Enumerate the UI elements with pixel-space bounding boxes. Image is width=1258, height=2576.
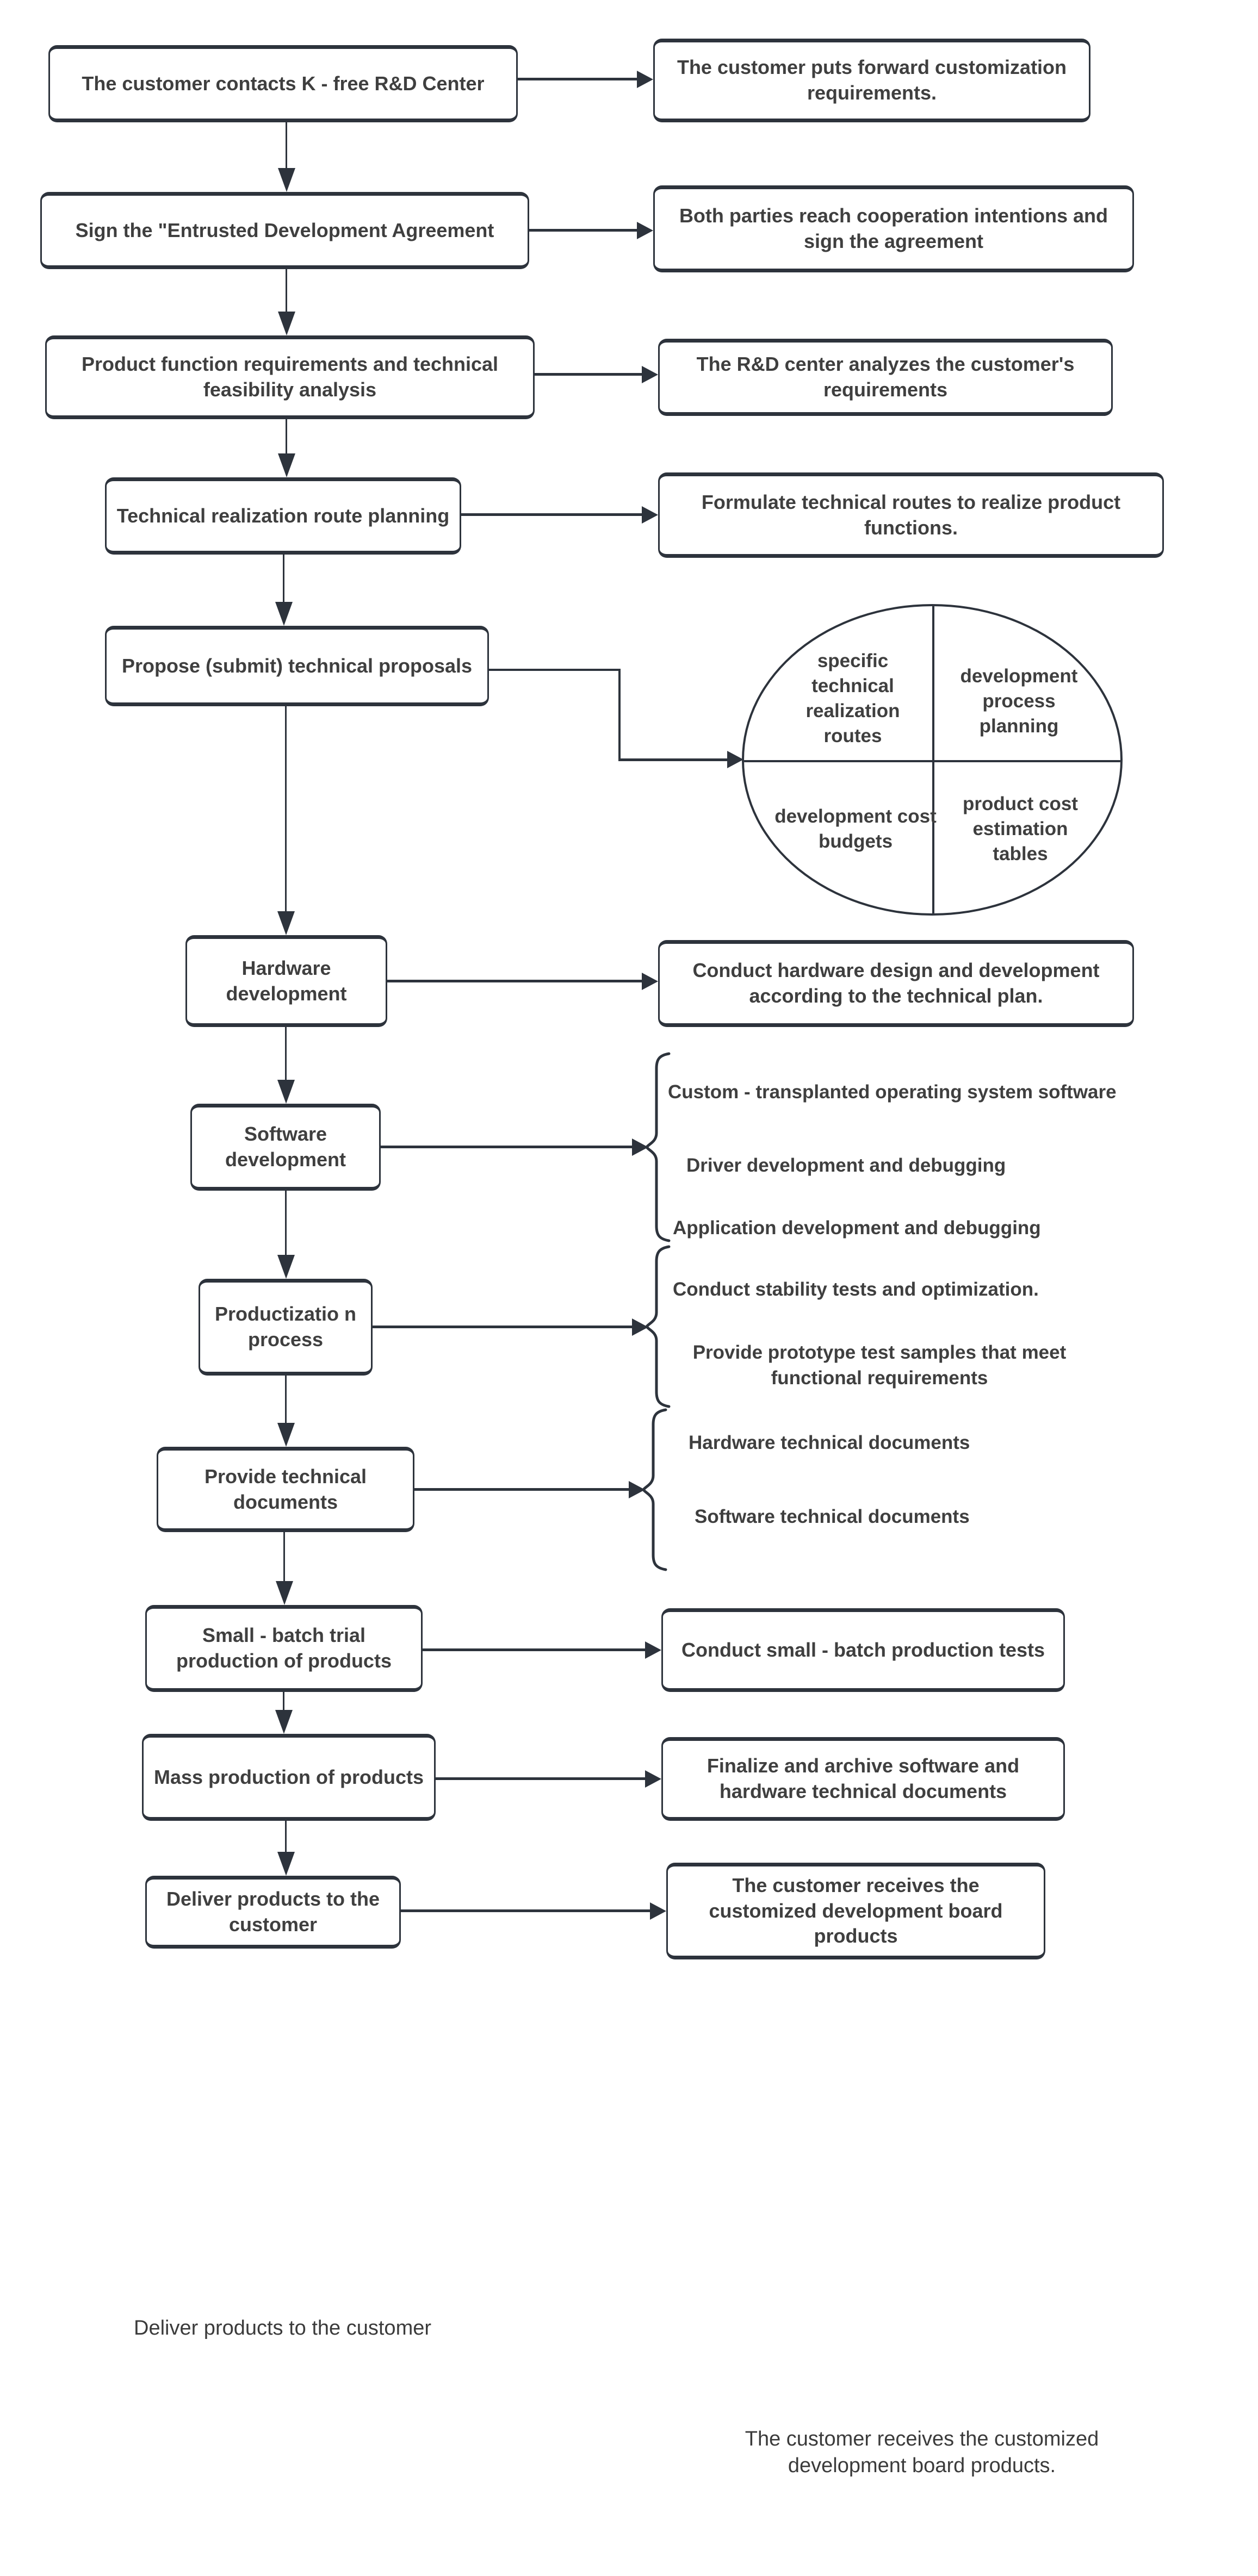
note-box-analyze-requirements: The R&D center analyzes the customer's requirements: [658, 339, 1113, 416]
quadrant-cost-estimation: product cost estimation tables: [963, 793, 1078, 865]
arrow-down-icon: [275, 1710, 293, 1734]
connector-line: [423, 1648, 645, 1651]
connector-line: [381, 1146, 633, 1148]
note-box-small-batch-tests: Conduct small - batch production tests: [661, 1608, 1065, 1692]
flow-box-route-planning: Technical realization route planning: [105, 477, 461, 555]
arrow-down-icon: [276, 1581, 293, 1605]
quadrant-technical-routes: specific technical realization routes: [805, 650, 900, 747]
flow-box-propose-proposals: Propose (submit) technical proposals: [105, 626, 489, 706]
connector-line: [618, 669, 621, 760]
connector-line: [285, 1821, 287, 1852]
flow-box-productization-process: Productizatio n process: [199, 1279, 373, 1376]
connector-line: [283, 555, 284, 602]
proposal-contents-ellipse: [742, 604, 1123, 916]
flow-box-software-development: Software development: [190, 1104, 381, 1191]
arrow-down-icon: [277, 1423, 295, 1447]
flow-box-sign-agreement: Sign the "Entrusted Development Agreement: [40, 192, 529, 269]
note-box-formulate-routes: Formulate technical routes to realize product functions.: [658, 472, 1164, 558]
flow-box-feasibility-analysis: Product function requirements and technical feasibility analysis: [45, 335, 535, 419]
productization-item-stability: Conduct stability tests and optimization.: [673, 1279, 1039, 1300]
software-item-application: Application development and debugging: [673, 1217, 1041, 1239]
connector-line: [461, 513, 642, 516]
connector-line: [414, 1488, 630, 1491]
connector-line: [285, 1191, 287, 1255]
connector-line: [618, 758, 728, 761]
note-box-customer-receives: The customer receives the customized development board products: [666, 1863, 1045, 1959]
note-box-hardware-design: Conduct hardware design and development according to the technical plan.: [658, 940, 1134, 1027]
arrow-down-icon: [278, 168, 295, 192]
arrow-down-icon: [278, 312, 295, 335]
flow-box-contact-center: The customer contacts K - free R&D Center: [48, 45, 518, 122]
arrow-right-icon: [650, 1902, 666, 1920]
arrow-down-icon: [275, 602, 293, 626]
footer-deliver-text: Deliver products to the customer: [134, 2317, 432, 2339]
brace-icon: [642, 1408, 668, 1571]
connector-line: [286, 122, 287, 170]
connector-line: [373, 1326, 633, 1328]
arrow-right-icon: [642, 973, 658, 990]
connector-line: [529, 229, 638, 232]
arrow-right-icon: [727, 751, 743, 768]
connector-line: [518, 78, 638, 80]
connector-line: [285, 1376, 287, 1423]
connector-line: [285, 1027, 287, 1080]
arrow-down-icon: [277, 1852, 295, 1876]
documents-item-software: Software technical documents: [695, 1506, 970, 1527]
arrow-right-icon: [642, 506, 658, 524]
footer-receive-text: The customer receives the customized development board products.: [745, 2428, 1099, 2478]
flow-box-provide-documents: Provide technical documents: [157, 1447, 414, 1532]
connector-line: [286, 419, 287, 453]
arrow-right-icon: [642, 366, 658, 383]
arrow-down-icon: [277, 1080, 295, 1104]
arrow-right-icon: [645, 1641, 661, 1659]
connector-line: [283, 1532, 285, 1581]
note-box-customization-requirements: The customer puts forward customization requirements.: [653, 39, 1090, 122]
connector-line: [283, 1692, 284, 1710]
productization-item-prototype: Provide prototype test samples that meet functional requirements: [692, 1342, 1067, 1389]
connector-line: [285, 706, 287, 911]
arrow-right-icon: [645, 1770, 661, 1788]
arrow-right-icon: [637, 71, 653, 88]
software-item-driver: Driver development and debugging: [686, 1155, 1006, 1176]
flow-box-deliver-products: Deliver products to the customer: [145, 1876, 401, 1949]
connector-line: [286, 269, 287, 312]
flow-box-small-batch-trial: Small - batch trial production of products: [145, 1605, 423, 1692]
arrow-down-icon: [278, 453, 295, 477]
brace-icon: [645, 1245, 671, 1408]
arrow-down-icon: [277, 911, 295, 935]
documents-item-hardware: Hardware technical documents: [689, 1432, 970, 1453]
arrow-right-icon: [637, 222, 653, 239]
connector-line: [401, 1909, 650, 1912]
flow-box-mass-production: Mass production of products: [142, 1734, 436, 1821]
brace-icon: [645, 1052, 671, 1242]
note-box-cooperation-intentions: Both parties reach cooperation intentions and sign the agreement: [653, 185, 1134, 272]
connector-line: [387, 980, 642, 982]
connector-line: [489, 669, 621, 671]
note-box-finalize-documents: Finalize and archive software and hardware technical documents: [661, 1737, 1065, 1821]
connector-line: [535, 373, 642, 376]
connector-line: [436, 1777, 645, 1780]
quadrant-cost-budgets: development cost budgets: [774, 805, 937, 852]
arrow-down-icon: [277, 1255, 295, 1279]
quadrant-process-planning: development process planning: [960, 665, 1078, 737]
flow-box-hardware-development: Hardware development: [185, 935, 387, 1027]
software-item-os: Custom - transplanted operating system software: [668, 1081, 1117, 1103]
